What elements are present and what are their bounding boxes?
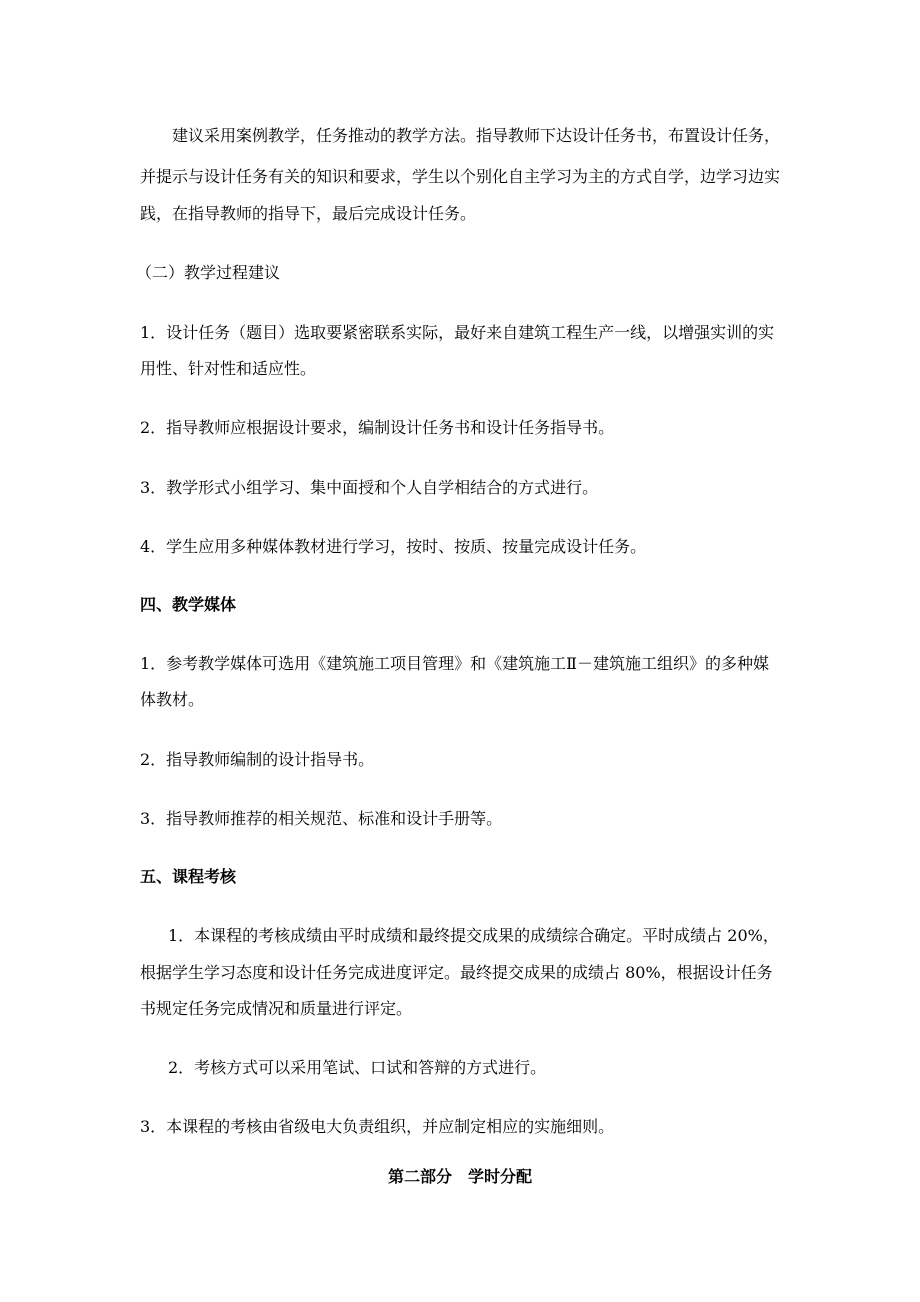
part-two-title: 第二部分 学时分配: [387, 1167, 532, 1186]
assessment-item-3: 3．本课程的考核由省级电大负责组织，并应制定相应的实施细则。: [140, 1117, 615, 1136]
intro-line-1: 建议采用案例教学，任务推动的教学方法。指导教师下达设计任务书，布置设计任务，: [172, 126, 781, 145]
process-item-4: 4．学生应用多种媒体教材进行学习，按时、按质、按量完成设计任务。: [140, 537, 647, 556]
media-item-1-line-1: 1．参考教学媒体可选用《建筑施工项目管理》和《建筑施工Ⅱ－建筑施工组织》的多种媒: [140, 654, 770, 673]
media-item-2: 2．指导教师编制的设计指导书。: [140, 750, 375, 769]
assessment-item-2: 2．考核方式可以采用笔试、口试和答辩的方式进行。: [168, 1058, 547, 1077]
process-item-2: 2．指导教师应根据设计要求，编制设计任务书和设计任务指导书。: [140, 418, 615, 437]
assessment-item-1-line-3: 书规定任务完成情况和质量进行评定。: [140, 999, 413, 1018]
media-heading: 四、教学媒体: [140, 595, 237, 614]
assessment-item-1-line-1: 1．本课程的考核成绩由平时成绩和最终提交成果的成绩综合确定。平时成绩占 20%，: [168, 926, 779, 945]
intro-line-3: 践，在指导教师的指导下，最后完成设计任务。: [140, 204, 477, 223]
process-item-1-line-2: 用性、针对性和适应性。: [140, 359, 317, 378]
process-heading: （二）教学过程建议: [136, 263, 281, 282]
media-item-3: 3．指导教师推荐的相关规范、标准和设计手册等。: [140, 809, 503, 828]
process-item-1-line-1: 1．设计任务（题目）选取要紧密联系实际，最好来自建筑工程生产一线，以增强实训的实: [140, 323, 775, 342]
intro-line-2: 并提示与设计任务有关的知识和要求，学生以个别化自主学习为主的方式自学，边学习边实: [140, 167, 781, 186]
process-item-3: 3．教学形式小组学习、集中面授和个人自学相结合的方式进行。: [140, 478, 599, 497]
media-item-1-line-2: 体教材。: [140, 690, 205, 709]
assessment-heading: 五、课程考核: [140, 867, 237, 886]
assessment-item-1-line-2: 根据学生学习态度和设计任务完成进度评定。最终提交成果的成绩占 80%，根据设计任务: [140, 963, 773, 982]
